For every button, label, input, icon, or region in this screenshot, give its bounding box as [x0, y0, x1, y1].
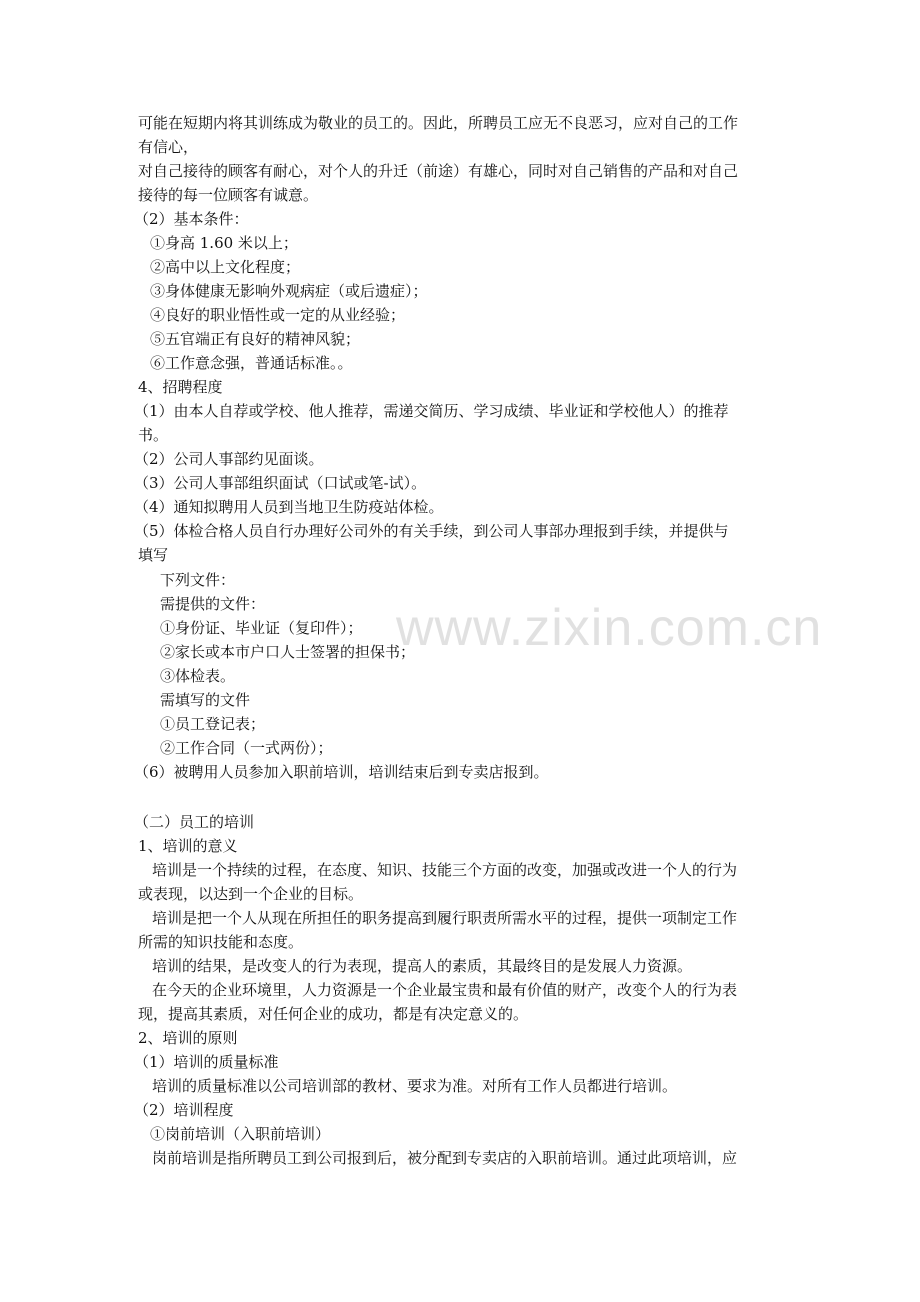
text-line: 培训是一个持续的过程，在态度、知识、技能三个方面的改变，加强或改进一个人的行为 — [152, 861, 738, 879]
text-line: 填写 — [138, 546, 169, 564]
text-line: 书。 — [138, 426, 169, 444]
text-line: （二）员工的培训 — [134, 813, 255, 831]
text-line: ②家长或本市户口人士签署的担保书； — [160, 643, 416, 661]
text-line: 现，提高其素质，对任何企业的成功，都是有决定意义的。 — [138, 1005, 529, 1023]
text-line: 所需的知识技能和态度。 — [138, 933, 304, 951]
text-line: ④良好的职业悟性或一定的从业经验； — [150, 306, 406, 324]
text-line: ③体检表。 — [160, 667, 236, 685]
text-line: 需填写的文件 — [160, 691, 251, 709]
text-line: ①身份证、毕业证（复印件）； — [160, 619, 363, 637]
text-line: 4、招聘程度 — [138, 378, 223, 396]
text-line: 培训的结果，是改变人的行为表现，提高人的素质，其最终目的是发展人力资源。 — [152, 957, 693, 975]
text-line: （5）体检合格人员自行办理好公司外的有关手续，到公司人事部办理报到手续，并提供与 — [134, 522, 729, 540]
text-line: 岗前培训是指所聘员工到公司报到后，被分配到专卖店的入职前培训。通过此项培训，应 — [152, 1149, 738, 1167]
text-line: ①身高 1.60 米以上； — [150, 234, 298, 252]
text-line: 培训是把一个人从现在所担任的职务提高到履行职责所需水平的过程，提供一项制定工作 — [152, 909, 738, 927]
text-line: （1）培训的质量标准 — [134, 1053, 279, 1071]
text-line: （2）基本条件： — [134, 210, 249, 228]
text-line: 对自己接待的顾客有耐心，对个人的升迁（前途）有雄心，同时对自己销售的产品和对自己 — [138, 162, 739, 180]
text-line: ②工作合同（一式两份）； — [160, 739, 333, 757]
text-line: 1、培训的意义 — [138, 837, 238, 855]
watermark: www.zixin.com.cn — [396, 599, 823, 657]
text-line: （4）通知拟聘用人员到当地卫生防疫站体检。 — [134, 498, 444, 516]
text-line: 有信心， — [138, 138, 199, 156]
text-line: （6）被聘用人员参加入职前培训，培训结束后到专卖店报到。 — [134, 763, 549, 781]
text-line: 或表现，以达到一个企业的目标。 — [138, 885, 364, 903]
text-line: 可能在短期内将其训练成为敬业的员工的。因此，所聘员工应无不良恶习，应对自己的工作 — [138, 114, 739, 132]
text-line: 在今天的企业环境里，人力资源是一个企业最宝贵和最有价值的财产，改变个人的行为表 — [152, 981, 738, 999]
text-line: 2、培训的原则 — [138, 1029, 238, 1047]
text-line: ①员工登记表； — [160, 715, 266, 733]
text-line: ②高中以上文化程度； — [150, 258, 301, 276]
text-line: ①岗前培训（入职前培训） — [150, 1125, 331, 1143]
text-line: （2）公司人事部约见面谈。 — [134, 450, 324, 468]
text-line: 接待的每一位顾客有诚意。 — [138, 186, 319, 204]
text-line: ⑤五官端正有良好的精神风貌； — [150, 330, 361, 348]
text-line: ⑥工作意念强，普通话标准。。 — [150, 354, 353, 372]
text-line: 培训的质量标准以公司培训部的教材、要求为准。对所有工作人员都进行培训。 — [152, 1077, 678, 1095]
text-line: ③身体健康无影响外观病症（或后遗症）； — [150, 282, 428, 300]
text-line: 需提供的文件： — [160, 595, 266, 613]
text-line: （3）公司人事部组织面试（口试或笔-试）。 — [134, 474, 427, 492]
text-line: （2）培训程度 — [134, 1101, 234, 1119]
text-line: 下列文件： — [160, 571, 236, 589]
text-line: （1）由本人自荐或学校、他人推荐，需递交简历、学习成绩、毕业证和学校他人）的推荐 — [134, 402, 729, 420]
